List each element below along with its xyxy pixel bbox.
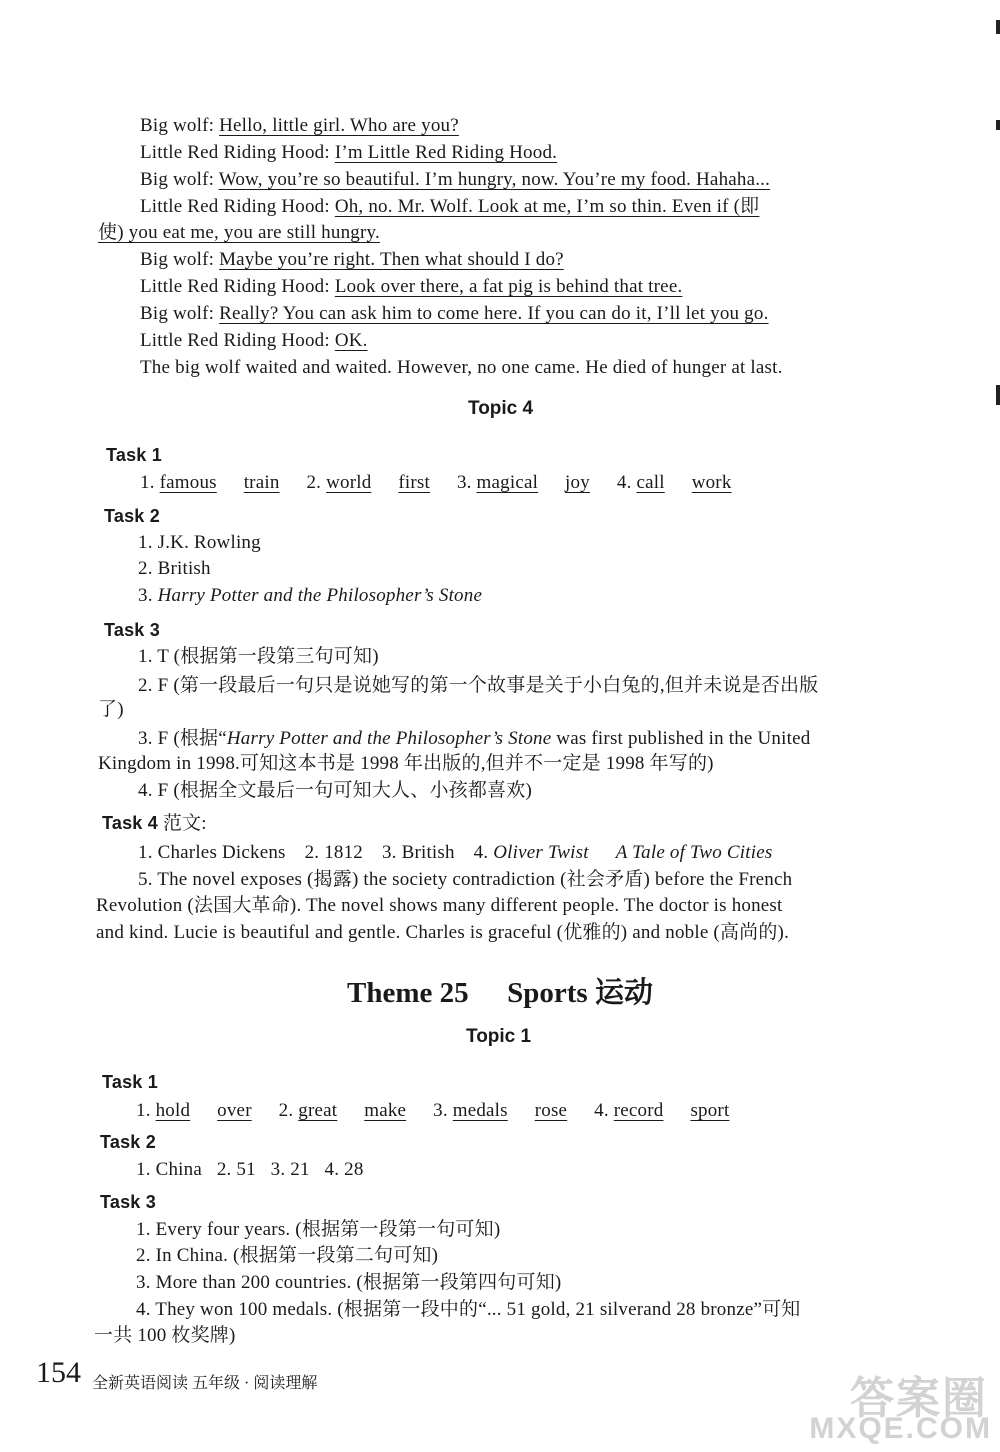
topic1-task1-answers: 1. hold over 2. great make 3. medals rose 4. record sport [136,1100,730,1121]
watermark-logo-text: 答案圈 [850,1374,988,1423]
watermark [800,1362,1000,1452]
topic4-task4-item-1: 1. Charles Dickens 2. 1812 3. British 4. Oliver Twist A Tale of Two Cities [138,842,773,863]
dialogue-line-8: Little Red Riding Hood: OK. [140,330,368,351]
dialogue-line-4: Little Red Riding Hood: Oh, no. Mr. Wolf. Look at me, I’m so thin. Even if (即 [140,196,760,217]
dialogue-line-4-cont: 使) you eat me, you are still hungry. [98,222,380,243]
topic4-task4-item-5-cont-2: and kind. Lucie is beautiful and gentle. Charles is graceful (优雅的) and noble (高尚的). [96,922,790,943]
dialogue-line-1: Big wolf: Hello, little girl. Who are you? [140,115,459,136]
answer-line: Oh, no. Mr. Wolf. Look at me, I’m so thin. Even if (即 [334,196,760,217]
dialogue-line-6: Little Red Riding Hood: Look over there, a fat pig is behind that tree. [140,276,683,297]
task-3-label: Task 3 [104,620,160,640]
watermark-url: MXQE.COM [809,1412,992,1445]
dialogue-line-7: Big wolf: Really? You can ask him to come here. If you can do it, I’ll let you go. [140,303,769,324]
topic1-task3-item-1: 1. Every four years. (根据第一段第一句可知) [136,1219,501,1240]
answer-line: Really? You can ask him to come here. If you can do it, I’ll let you go. [219,303,769,324]
topic4-task3-item-4: 4. F (根据全文最后一句可知大人、小孩都喜欢) [138,780,532,801]
closing-line: The big wolf waited and waited. However, no one came. He died of hunger at last. [140,357,783,378]
topic4-task3-item-2-cont: 了) [98,699,124,720]
topic1-task3-item-2: 2. In China. (根据第一段第二句可知) [136,1245,439,1266]
dialogue-line-2: Little Red Riding Hood: I’m Little Red Riding Hood. [140,142,558,163]
page-number: 154 [36,1356,81,1389]
topic1-task3-item-3: 3. More than 200 countries. (根据第一段第四句可知) [136,1272,562,1293]
topic1-task3-item-4: 4. They won 100 medals. (根据第一段中的“... 51 gold, 21 silverand 28 bronze”可知 [136,1299,801,1320]
dialogue-line-3: Big wolf: Wow, you’re so beautiful. I’m hungry, now. You’re my food. Hahaha... [140,169,771,190]
topic4-task2-item-3: 3. Harry Potter and the Philosopher’s Stone [138,585,483,606]
topic1-task2-answers: 1. China 2. 51 3. 21 4. 28 [136,1159,364,1180]
task-2-label: Task 2 [104,506,160,526]
answer-line: Wow, you’re so beautiful. I’m hungry, now. You’re my food. Hahaha... [218,169,771,190]
topic4-task1-answers: 1. famous train 2. world first 3. magical joy 4. call work [140,472,732,493]
answer-line: OK. [334,330,368,351]
topic4-task2-item-2: 2. British [138,558,211,579]
task-4-header [102,811,207,836]
topic-1-title: Topic 1 [466,1026,532,1047]
topic4-task3-item-1: 1. T (根据第一段第三句可知) [138,646,379,667]
dialogue-line-5: Big wolf: Maybe you’re right. Then what should I do? [140,249,564,270]
answer-line: Look over there, a fat pig is behind that tree. [334,276,683,297]
topic4-task4-item-5: 5. The novel exposes (揭露) the society contradiction (社会矛盾) before the French [138,869,793,890]
task-2-label: Task 2 [100,1132,156,1152]
topic4-task2-item-1: 1. J.K. Rowling [138,532,261,553]
task-1-label: Task 1 [102,1072,158,1092]
book-footer-title: 全新英语阅读 五年级 · 阅读理解 [92,1375,318,1392]
page-edge-mark [996,385,1000,405]
topic4-task3-item-3-cont: Kingdom in 1998.可知这本书是 1998 年出版的,但并不一定是 1998 年写的) [98,753,714,774]
page-edge-mark [996,20,1000,34]
answer-line: Hello, little girl. Who are you? [219,115,459,136]
task-3-label: Task 3 [100,1192,156,1212]
topic4-task3-item-2: 2. F (第一段最后一句只是说她写的第一个故事是关于小白兔的,但并未说是否出版 [138,675,819,696]
sample-label: 范文: [162,813,207,834]
task-4-label: Task 4 [102,813,158,833]
page-edge-mark [996,120,1000,130]
book-title: Harry Potter and the Philosopher’s Stone [157,585,483,606]
book-title: Harry Potter and the Philosopher’s Stone [226,728,552,749]
topic4-task4-item-5-cont-1: Revolution (法国大革命). The novel shows many different people. The doctor is honest [96,895,783,916]
theme-heading: Theme 25 Sports 运动 [347,977,653,1009]
topic4-task3-item-3: 3. F (根据“Harry Potter and the Philosopher’s Stone was first published in the United [138,728,811,749]
task-1-label: Task 1 [106,445,162,465]
answer-line: I’m Little Red Riding Hood. [334,142,558,163]
topic-4-title: Topic 4 [468,398,534,419]
answer-line: Maybe you’re right. Then what should I do? [219,249,564,270]
topic1-task3-item-4-cont: 一共 100 枚奖牌) [94,1325,236,1346]
